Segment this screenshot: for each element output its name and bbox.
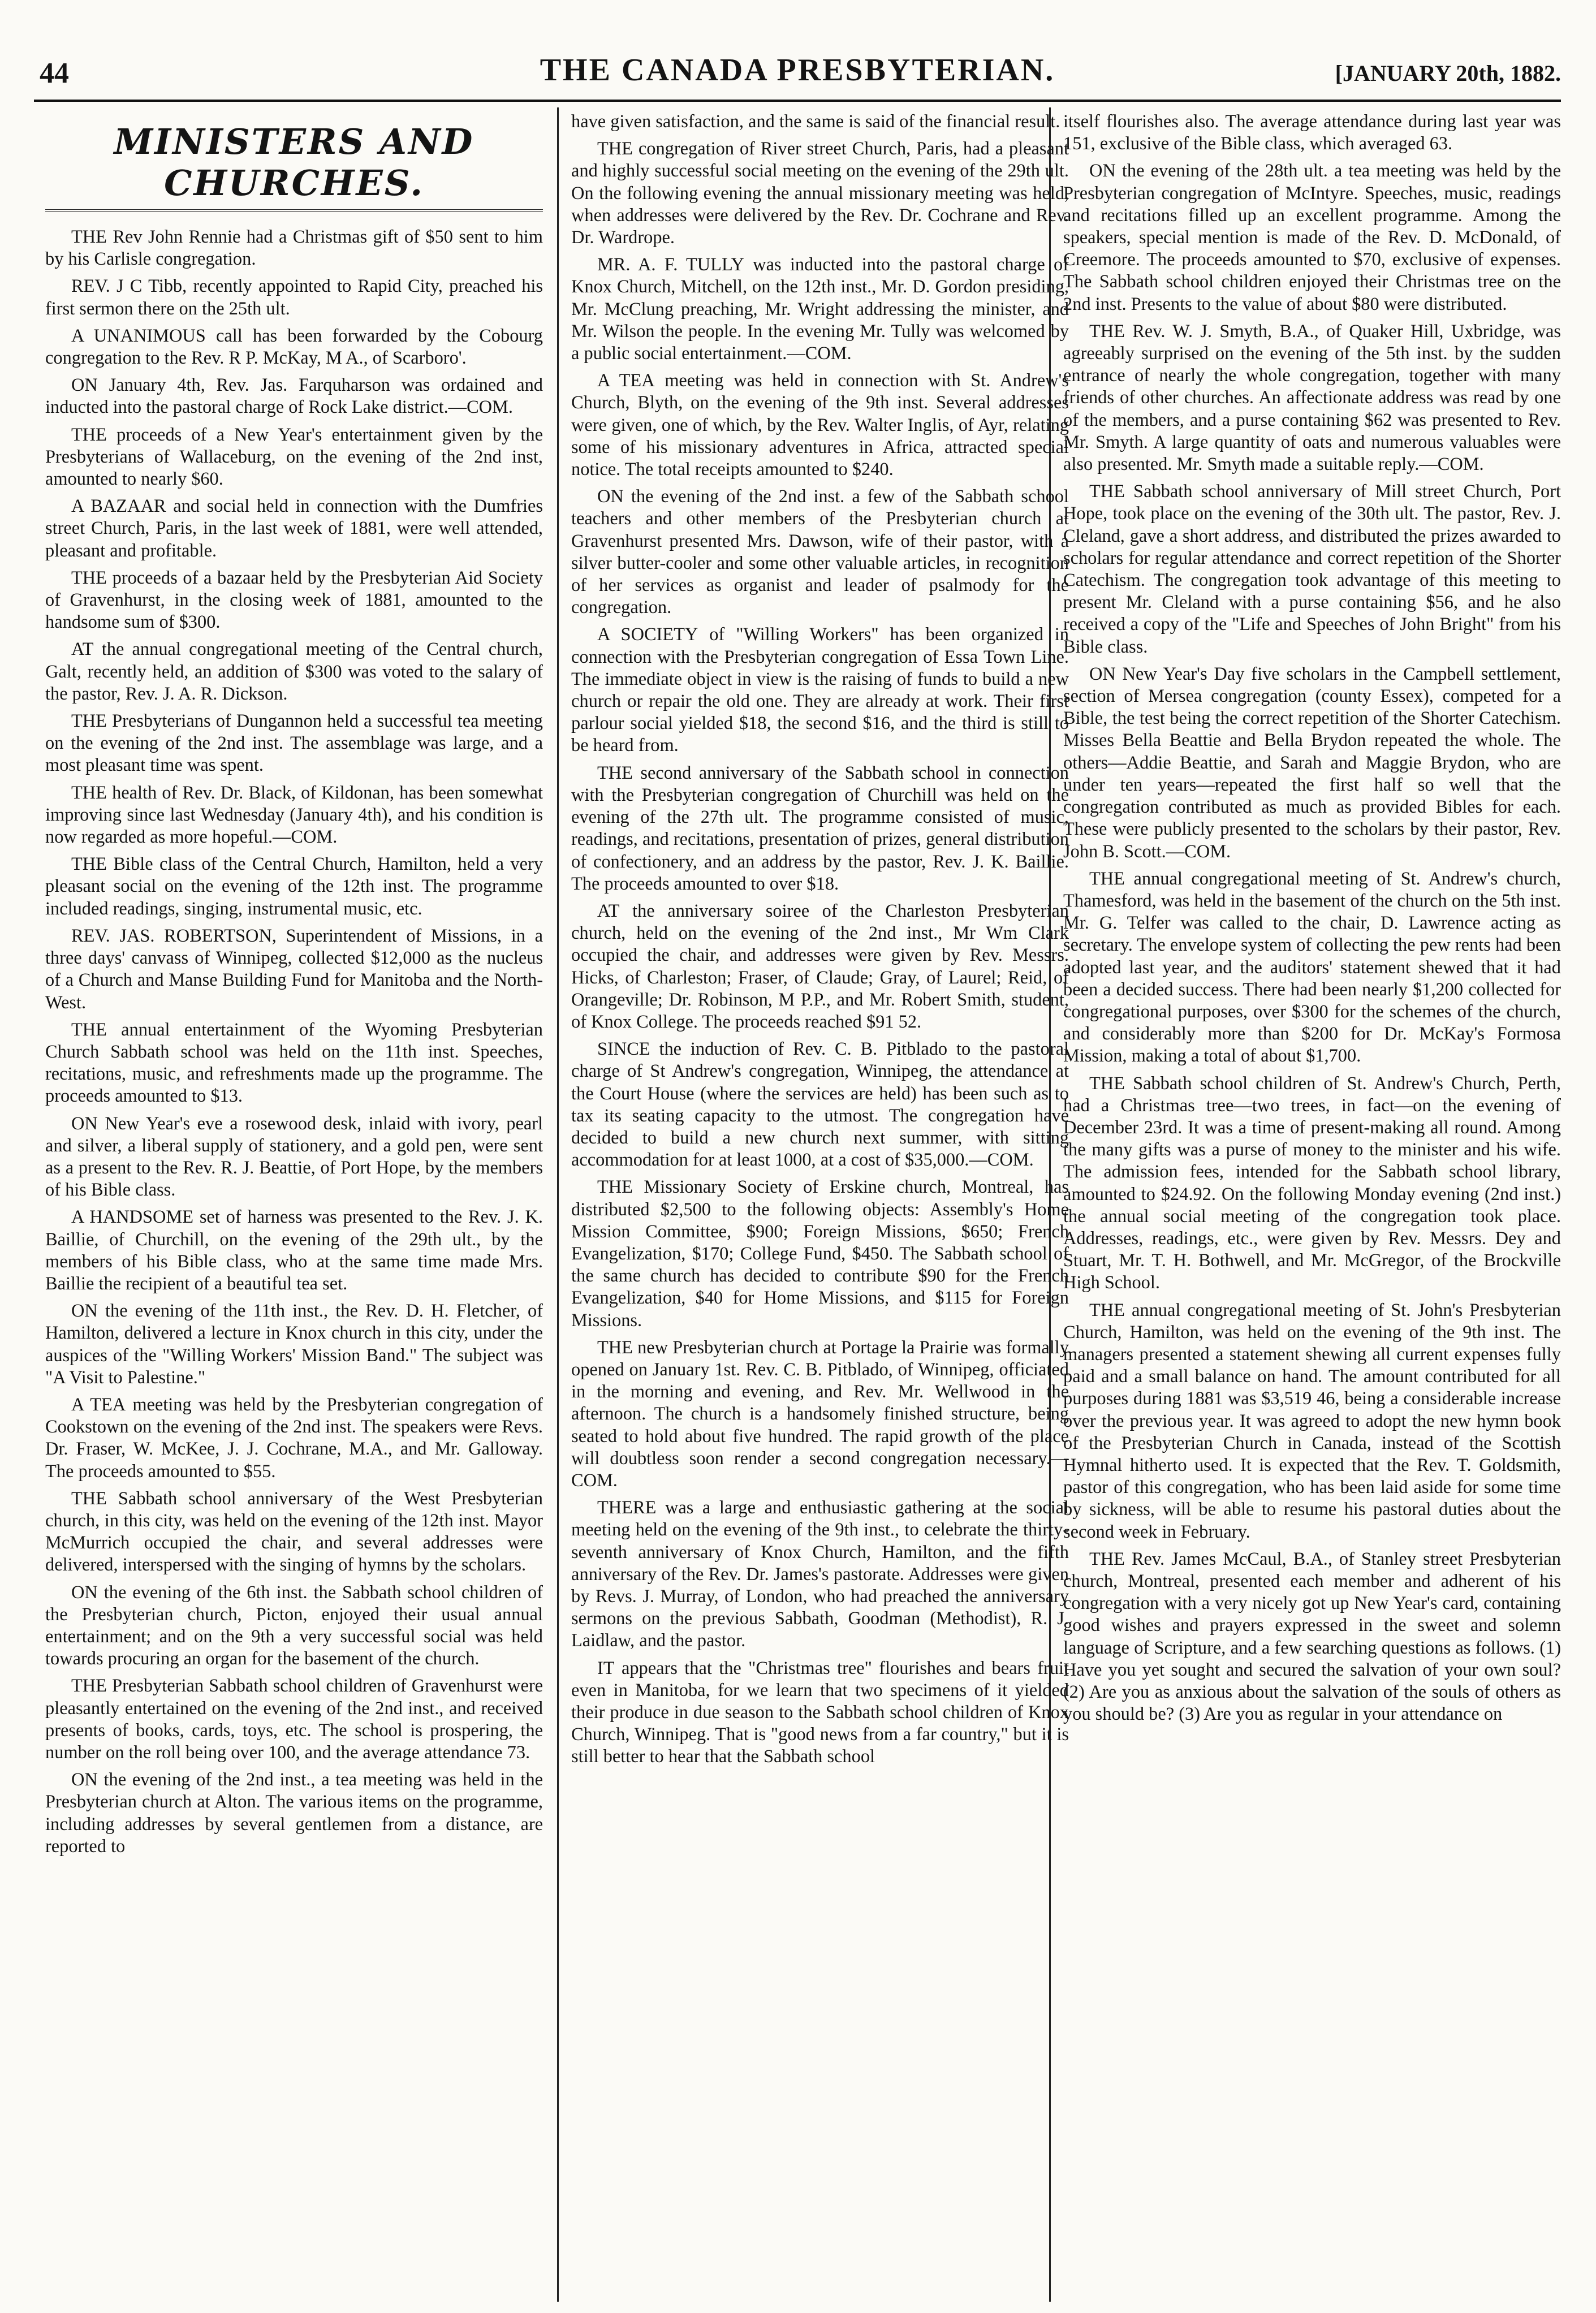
news-item-text: Presbyterian Sabbath school children of Gravenhurst were pleasantly entertained on the evening of the 2nd inst., and received presents of books, cards, toys, etc. The school is prospering, the number on the roll being over 100, and the average attendance 73. xyxy=(45,1676,543,1763)
news-item-text: meeting was held in connection with St. Andrew's Church, Blyth, on the evening of the 9th inst. Several addresses were given, one of which, by the Rev. Walter Inglis, of Ayr, relating some of his missionary adventures in Africa, attracted special notice. The total receipts amounted to $240. xyxy=(571,370,1069,480)
news-item-lead: REV. JAS. ROBERTSON, xyxy=(71,925,277,946)
news-item-lead: ON xyxy=(1089,161,1116,182)
news-item xyxy=(571,1038,1069,1171)
news-item-text: of "Willing Workers" has been organized in connection with the Presbyterian congregation of Essa Town Line. The immediate object in view is the raising of funds to build a new church or repair the old one. They are already at work. Their first parlour social yielded $18, the second $16, and the third is still to be heard from. xyxy=(571,624,1069,756)
news-item-lead: ON xyxy=(71,1582,98,1603)
news-item-lead: THE xyxy=(71,1676,107,1697)
news-item-lead: A TEA xyxy=(71,1394,126,1415)
news-item-text: the evening of the 28th ult. a tea meeting was held by the Presbyterian congregation of McIntyre. Speeches, music, readings and recitations filled up an excellent programme. Among the speakers, special mention is made of the Rev. D. McDonald, of Creemore. The proceeds amounted to $70, exclusive of expenses. The Sabbath school children enjoyed their Christmas tree on the 2nd inst. Presents to the value of about $80 were distributed. xyxy=(1063,161,1561,314)
news-item-text: New Year's eve a rosewood desk, inlaid with ivory, pearl and silver, a liberal supply of stationery, and a gold pen, were sent as a present to the Rev. R. J. Beattie, of Port Hope, by the members of his Bible class. xyxy=(45,1113,543,1201)
news-item-text: set of harness was presented to the Rev. J. K. Baillie, of Churchill, on the evening of the 29th ult., by the members of his Bible class, who at the same time made Mrs. Baillie the recipient of a beautiful tea set. xyxy=(45,1207,543,1294)
news-item-text: new Presbyterian church at Portage la Prairie was formally opened on January 1st. Rev. C. B. Pitblado, of Winnipeg, officiated in the morning and evening, and Rev. Mr. Wellwood in the afternoon. The church is a handsomely finished structure, being seated to hold about five hundred. The rapid growth of the place will doubtless soon render a second congregation necessary.—COM. xyxy=(571,1337,1069,1491)
news-item-lead: A UNANIMOUS xyxy=(71,325,206,346)
news-item-text: annual congregational meeting of St. John's Presbyterian Church, Hamilton, was held on the evening of the 9th inst. The managers presented a statement shewing all current expenses fully paid and a small balance on hand. The amount contributed for all purposes during 1881 was $3,519 46, being a considerable increase over the previous year. It was agreed to adopt the new hymn book of the Presbyterian Church in Canada, instead of the Scottish Hymnal hitherto used. It is expected that the Rev. T. Goldsmith, pastor of this congregation, who has been laid aside for some time by sickness, will be able to resume his pastoral duties about the second week in February. xyxy=(1063,1300,1561,1542)
news-item-text: the evening of the 11th inst., the Rev. D. H. Fletcher, of Hamilton, delivered a lecture in Knox church in this city, under the auspices of the "Willing Workers' Mission Band." The subject was "A Visit to Palestine." xyxy=(45,1301,543,1388)
news-item-lead: REV. xyxy=(71,276,110,297)
news-item-lead: THE xyxy=(1089,1548,1125,1569)
news-item xyxy=(45,226,543,270)
news-item-lead: THE xyxy=(71,711,107,732)
news-item-text: Rev. W. J. Smyth, B.A., of Quaker Hill, Uxbridge, was agreeably surprised on the evening of the 5th inst. by the sudden entrance of nearly the whole congregation, together with many friends of other churches. An affectionate address was read by one of the members, and a purse containing $62 was presented to Rev. Mr. Smyth. A large quantity of oats and numerous valuables were also presented. Mr. Smyth made a suitable reply.—COM. xyxy=(1063,321,1561,475)
news-item-lead: THE xyxy=(597,1177,633,1198)
news-item-text: second anniversary of the Sabbath school in connection with the Presbyterian congregation of Churchill was held on the evening of the 27th ult. The programme consisted of music, readings, and recitations, presentation of prizes, general distribution of confectionery, and an address by the pastor, Rev. J. K. Baillie. The proceeds amounted to over $18. xyxy=(571,762,1069,894)
news-item xyxy=(571,138,1069,249)
news-item xyxy=(45,275,543,320)
news-item xyxy=(45,1582,543,1671)
news-item-text: Presbyterians of Dungannon held a successful tea meeting on the evening of the 2nd inst. The assemblage was large, and a most pleasant time was spent. xyxy=(45,711,543,776)
news-item xyxy=(45,1769,543,1858)
news-item-lead: ON xyxy=(71,375,98,396)
news-item xyxy=(1063,321,1561,476)
news-item xyxy=(571,1658,1069,1768)
news-item-text: appears that the "Christmas tree" flourishes and bears fruit even in Manitoba, for we learn that two specimens of it yielded their produce in due season to the Sabbath school children of Knox Church, Winnipeg. That is "good news from a far country," but it is still better to hear that the Sabbath school xyxy=(571,1658,1069,1767)
news-item-text: J C Tibb, recently appointed to Rapid City, preached his first sermon there on the 25th ult. xyxy=(45,276,543,319)
news-item-lead: ON xyxy=(71,1301,98,1322)
news-item-lead: MR. A. F. TULLY xyxy=(597,254,744,275)
news-item xyxy=(571,254,1069,365)
news-item xyxy=(45,1019,543,1108)
news-item xyxy=(45,710,543,777)
news-item-text: Bible class of the Central Church, Hamilton, held a very pleasant social on the evening of the 12th inst. The programme included readings, singing, instrumental music, etc. xyxy=(45,854,543,919)
news-item xyxy=(45,1113,543,1202)
news-item xyxy=(571,762,1069,895)
news-item xyxy=(45,495,543,562)
news-item xyxy=(45,1206,543,1295)
news-item-lead: THE xyxy=(71,782,107,803)
news-item xyxy=(1063,663,1561,863)
news-item-lead: THE xyxy=(1089,1300,1125,1321)
news-item-text: New Year's Day five scholars in the Campbell settlement, section of Mersea congregation (county Essex), competed for a Bible, the test being the correct repetition of the Shorter Catechism. Misses Bella Beattie and Bella Brydon repeated the whole. The others—Addie Beattie, and Sarah and Maggie Brydon, who are under ten years—repeated the first half so well that the congregation contributed as much as provided Bibles for each. These were publicly presented to the scholars by their pastor, Rev. John B. Scott.—COM. xyxy=(1063,663,1561,862)
news-item-text: Sabbath school anniversary of the West Presbyterian church, in this city, was held on the evening of the 12th inst. Mayor McMurrich occupied the chair, and several addresses were delivered, interspersed with the singing of hymns by the scholars. xyxy=(45,1488,543,1576)
news-item xyxy=(571,900,1069,1033)
news-item xyxy=(571,111,1069,133)
news-item-lead: IT xyxy=(597,1658,615,1678)
news-item xyxy=(45,925,543,1014)
news-item xyxy=(1063,868,1561,1068)
news-item-lead: THE xyxy=(71,1019,107,1040)
news-item-text: the evening of the 2nd inst., a tea meeting was held in the Presbyterian church at Alton. The various items on the programme, including addresses by several gentlemen from a distance, are reported to xyxy=(45,1770,543,1857)
column-3 xyxy=(1063,111,1561,2302)
news-item xyxy=(45,782,543,849)
issue-date: [JANUARY 20th, 1882. xyxy=(1335,61,1561,86)
news-item xyxy=(45,1675,543,1764)
news-item-lead: THE xyxy=(1089,1073,1125,1094)
header-rule xyxy=(34,100,1561,102)
column-1 xyxy=(45,111,543,2302)
news-item-text: was inducted into the pastoral charge of Knox Church, Mitchell, on the 12th inst., Mr. D. Gordon presiding, Mr. McClung preaching, Mr. Wright addressing the minister, and Mr. Wilson the people. In the evening Mr. Tully was welcomed by a public social entertainment.—COM. xyxy=(571,254,1069,364)
news-item-lead: THE xyxy=(1089,481,1125,502)
news-item-text: and social held in connection with the Dumfries street Church, Paris, in the last week of 1881, were well attended, pleasant and profitable. xyxy=(45,496,543,561)
news-item-lead: A SOCIETY xyxy=(597,624,698,645)
news-item-lead: A TEA xyxy=(597,370,655,391)
news-item-lead: THE xyxy=(1089,321,1125,342)
news-item-text: Missionary Society of Erskine church, Montreal, has distributed $2,500 to the following objects: Assembly's Home Mission Committee, $900; Foreign Missions, $650; French Evangelization, $170; College Fund, $450. The Sabbath school of the same church has decided to contribute $90 for the French Evangelization, $40 for Home Missions, and $115 for Foreign Missions. xyxy=(571,1177,1069,1331)
news-item-text: have given satisfaction, and the same is said of the financial result. xyxy=(571,111,1060,132)
news-item-text: call has been forwarded by the Cobourg congregation to the Rev. R P. McKay, M A., of Scarboro'. xyxy=(45,325,543,369)
news-item xyxy=(571,1497,1069,1652)
news-item-lead: A HANDSOME xyxy=(71,1207,193,1228)
column-2 xyxy=(571,111,1069,2302)
news-item-text: congregation of River street Church, Paris, had a pleasant and highly successful social meeting on the evening of the 29th ult. On the following evening the annual missionary meeting was held, when addresses were delivered by the Rev. Dr. Cochrane and Rev. Dr. Wardrope. xyxy=(571,139,1069,248)
news-item-lead: THE xyxy=(597,762,633,783)
news-item xyxy=(571,624,1069,757)
news-item-text: annual entertainment of the Wyoming Presbyterian Church Sabbath school was held on the 11th inst. Speeches, recitations, music, and refreshments made up the programme. The proceeds amounted to $13. xyxy=(45,1019,543,1107)
news-item-text: the induction of Rev. C. B. Pitblado to the pastoral charge of St Andrew's congregation, Winnipeg, the attendance at the Court House (where the services are held) has been such as to tax its seating capacity to the utmost. The congregation have decided to build a new church next summer, with sitting accommodation for at least 1000, at a cost of $35,000.—COM. xyxy=(571,1039,1069,1171)
news-item xyxy=(571,486,1069,619)
publication-title: THE CANADA PRESBYTERIAN. xyxy=(540,53,1055,88)
news-item xyxy=(1063,1548,1561,1726)
news-item-text: Sabbath school children of St. Andrew's Church, Perth, had a Christmas tree—two trees, in fact—on the evening of December 23rd. It was a time of present-making all round. Among the many gifts was a purse of money to the minister and his wife. The admission fees, intended for the Sabbath school library, amounted to $24.92. On the following Monday evening (2nd inst.) the annual social meeting of the congregation took place. Addresses, readings, etc., were given by Rev. Messrs. Dey and Stuart, Mr. T. H. Bothwell, and Mr. McGregor, of the Brockville High School. xyxy=(1063,1073,1561,1293)
page-header xyxy=(34,52,1561,92)
page-number: 44 xyxy=(40,57,69,89)
news-item-text: proceeds of a New Year's entertainment given by the Presbyterians of Wallaceburg, on the evening of the 2nd inst, amounted to nearly $60. xyxy=(45,424,543,490)
news-item-text: proceeds of a bazaar held by the Presbyterian Aid Society of Gravenhurst, in the closing week of 1881, amounted to the handsome sum of $300. xyxy=(45,567,543,633)
news-item-text: the annual congregational meeting of the Central church, Galt, recently held, an addition of $300 was voted to the salary of the pastor, Rev. J. A. R. Dickson. xyxy=(45,639,543,704)
news-item-lead: THE xyxy=(71,227,107,247)
news-item-text: the anniversary soiree of the Charleston Presbyterian church, held on the evening of the 2nd inst., Mr Wm Clark occupied the chair, and addresses were given by Rev. Messrs. Hicks, of Charleston; Fraser, of Claude; Gray, of Laurel; Reid, of Orangeville; Dr. Robinson, M P.P., and Mr. Robert Smith, student, of Knox College. The proceeds reached $91 52. xyxy=(571,900,1069,1032)
news-item-lead: THE xyxy=(597,139,633,159)
news-item xyxy=(1063,1300,1561,1543)
news-item-text: annual congregational meeting of St. Andrew's church, Thamesford, was held in the basement of the church on the 5th inst. Mr. G. Telfer was called to the chair, D. Lawrence acting as secretary. The envelope system of collecting the pew rents had been adopted last year, and the auditors' statement shewed that it had been a decided success. There had been nearly $1,200 collected for congregational purposes, over $300 for the schemes of the church, and considerably more than $200 for Dr. McKay's Formosa Mission, making a total of about $1,700. xyxy=(1063,868,1561,1067)
news-item xyxy=(45,567,543,634)
news-item-lead: THE xyxy=(1089,868,1125,889)
news-item-lead: THERE xyxy=(597,1498,657,1518)
news-item-text: meeting was held by the Presbyterian congregation of Cookstown on the evening of the 2nd inst. The speakers were Revs. Dr. Fraser, W. McKee, J. J. Cochrane, M.A., and Mr. Galloway. The proceeds amounted to $55. xyxy=(45,1394,543,1482)
news-item-lead: THE xyxy=(71,424,107,445)
news-item-lead: ON xyxy=(71,1113,98,1134)
news-item-text: Sabbath school anniversary of Mill street Church, Port Hope, took place on the evening of the 30th ult. The pastor, Rev. J. Cleland, gave a short address, and distributed the prizes awarded to scholars for regular attendance and correct repetition of the Shorter Catechism. The congregation took advantage of this meeting to present Mr. Cleland with a purse containing $56, and he also received a copy of the "Life and Speeches of John Bright" from his Bible class. xyxy=(1063,481,1561,657)
news-item-lead: A BAZAAR xyxy=(71,496,166,517)
news-item-lead: THE xyxy=(71,567,107,588)
news-item-lead: THE xyxy=(71,1488,107,1509)
news-item xyxy=(45,853,543,920)
news-item xyxy=(571,1337,1069,1492)
news-item-lead: AT xyxy=(71,639,94,660)
news-item-text: the evening of the 6th inst. the Sabbath school children of the Presbyterian church, Picton, enjoyed their usual annual entertainment; and on the 9th a very successful social was held towards procuring an organ for the basement of the church. xyxy=(45,1582,543,1669)
news-item-text: Rev John Rennie had a Christmas gift of $50 sent to him by his Carlisle congregation. xyxy=(45,227,543,270)
news-item xyxy=(45,325,543,369)
news-item xyxy=(45,638,543,705)
column-rule xyxy=(557,107,559,2302)
news-item-text: was a large and enthusiastic gathering at the social meeting held on the evening of the 9th inst., to celebrate the thirty-seventh anniversary of Knox Church, Hamilton, and the fifth anniversary of the Rev. Dr. James's pastorate. Addresses were given by Revs. J. Murray, of London, who had preached the anniversary sermons on the previous Sabbath, Goodman (Methodist), R. J. Laidlaw, and the pastor. xyxy=(571,1498,1069,1651)
news-item-lead: THE xyxy=(597,1337,633,1358)
news-item-text: the evening of the 2nd inst. a few of the Sabbath school teachers and other members of the Presbyterian church at Gravenhurst presented Mrs. Dawson, wife of their pastor, with a silver butter-cooler and some other valuable articles, in recognition of her services as organist and leader of psalmody for the congregation. xyxy=(571,486,1069,618)
news-item xyxy=(571,1176,1069,1331)
news-item-lead: SINCE xyxy=(597,1039,650,1060)
news-item xyxy=(45,374,543,418)
news-item-text: Superintendent of Missions, in a three days' canvass of Winnipeg, collected $12,000 as the nucleus of a Church and Manse Building Fund for Manitoba and the North-West. xyxy=(45,925,543,1013)
news-item-lead: AT xyxy=(597,900,620,921)
news-item-text: January 4th, Rev. Jas. Farquharson was ordained and inducted into the pastoral charge of Rock Lake district.—COM. xyxy=(45,375,543,418)
news-item xyxy=(1063,111,1561,155)
news-item-lead: THE xyxy=(71,854,107,875)
news-item xyxy=(1063,160,1561,315)
section-heading: MINISTERS AND CHURCHES. xyxy=(45,111,543,212)
news-item xyxy=(45,1394,543,1483)
news-item xyxy=(45,1300,543,1389)
news-item xyxy=(45,1488,543,1577)
news-item xyxy=(45,424,543,491)
news-item-text: Rev. James McCaul, B.A., of Stanley street Presbyterian church, Montreal, presented each member and adherent of his congregation with a very nicely got up New Year's card, containing good wishes and prayers expressed in the sweet and solemn language of Scripture, and a few searching questions as follows. (1) Have you yet sought and secured the salvation of your own soul? (2) Are you as anxious about the salvation of the souls of others as you should be? (3) Are you as regular in your attendance on xyxy=(1063,1548,1561,1725)
news-item-text: health of Rev. Dr. Black, of Kildonan, has been somewhat improving since last Wednesday (January 4th), and his condition is now regarded as more hopeful.—COM. xyxy=(45,782,543,848)
news-item xyxy=(1063,1073,1561,1294)
news-item xyxy=(1063,481,1561,658)
news-item-lead: ON xyxy=(71,1770,98,1790)
news-item xyxy=(571,370,1069,481)
news-item-lead: ON xyxy=(597,486,624,507)
news-item-text: itself flourishes also. The average attendance during last year was 151, exclusive of the Bible class, which averaged 63. xyxy=(1063,111,1561,154)
news-item-lead: ON xyxy=(1089,663,1116,684)
